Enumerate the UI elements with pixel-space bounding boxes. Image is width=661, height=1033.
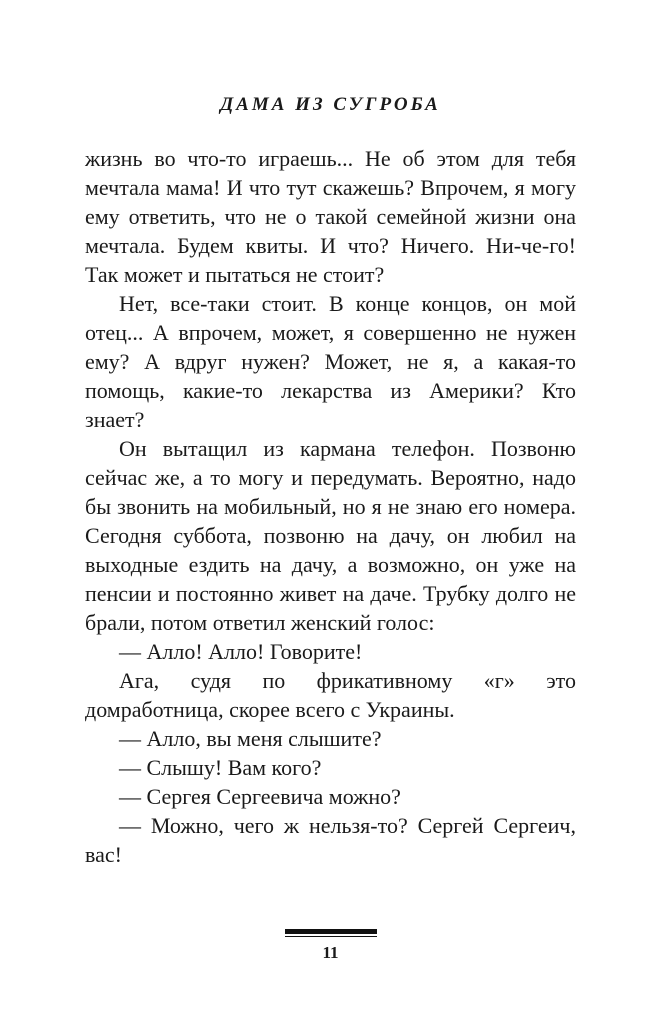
- section-divider: [285, 929, 377, 937]
- running-header: ДАМА ИЗ СУГРОБА: [220, 94, 441, 115]
- paragraph: жизнь во что-то играешь... Не об этом для тебя мечтала мама! И что тут скажешь? Впрочем, я могу ему ответить, что не о такой семейной жизни она мечтала. Будем квиты. И что? Ничего. Ни-че-го! Так может и пытаться не стоит?: [85, 146, 576, 287]
- divider-thin-line: [285, 936, 377, 937]
- body-text: [85, 144, 576, 869]
- paragraph: — Слышу! Вам кого?: [119, 755, 322, 780]
- paragraph: — Алло, вы меня слышите?: [119, 726, 382, 751]
- paragraph: — Можно, чего ж нельзя-то? Сергей Сергеич, вас!: [85, 813, 576, 867]
- paragraph: Ага, судя по фрикативному «г» это домработница, скорее всего с Украины.: [85, 668, 576, 722]
- paragraph: Нет, все-таки стоит. В конце концов, он мой отец... А впрочем, может, я совершенно не нужен ему? А вдруг нужен? Может, не я, а какая-то помощь, какие-то лекарства из Америки? Кто знает?: [85, 291, 576, 432]
- page-number: 11: [322, 943, 339, 962]
- page-footer: [0, 929, 661, 963]
- paragraph: — Алло! Алло! Говорите!: [119, 639, 363, 664]
- paragraph: Он вытащил из кармана телефон. Позвоню сейчас же, а то могу и передумать. Вероятно, надо бы звонить на мобильный, но я не знаю его номера. Сегодня суббота, позвоню на дачу, он любил на выходные ездить на дачу, а возможно, он уже на пенсии и постоянно живет на даче. Трубку долго не брали, потом ответил женский голос:: [85, 436, 576, 635]
- paragraph: — Сергея Сергеевича можно?: [119, 784, 401, 809]
